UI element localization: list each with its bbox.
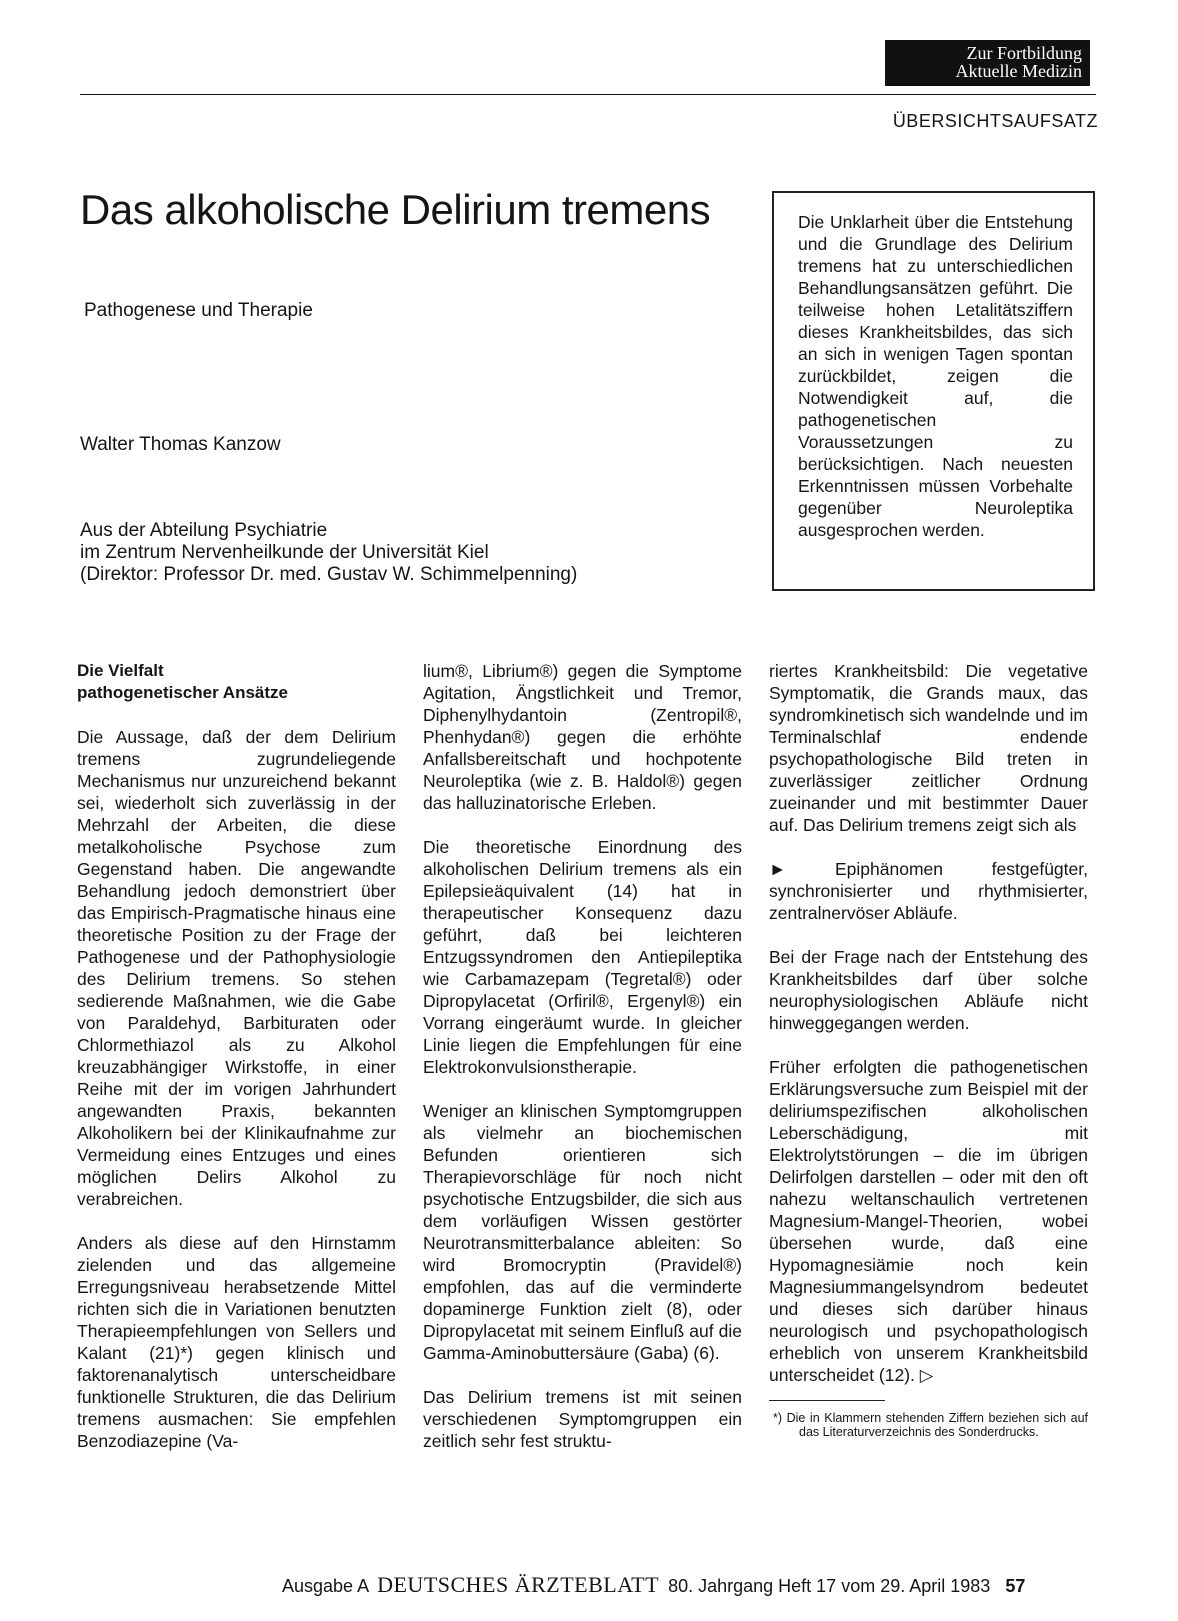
- paragraph: Bei der Frage nach der Entstehung des Krankheitsbildes darf über solche neurophysiologischen Abläufe nicht hinweggegangen werden.: [769, 947, 1088, 1033]
- footer-journal: DEUTSCHES ÄRZTEBLATT: [377, 1572, 660, 1597]
- paragraph: Das Delirium tremens ist mit seinen verschiedenen Symptomgruppen ein zeitlich sehr fest struktu-: [423, 1387, 742, 1451]
- paragraph: Die theoretische Einordnung des alkoholischen Delirium tremens als ein Epilepsieäquivalent (14) hat in therapeutischer Konsequenz dazu geführt, daß bei leichteren Entzugssyndromen den Antiepileptika wie Carbamazepam (Tegretal®) oder Dipropylacetat (Orfiril®, Ergenyl®) ein Vorrang eingeräumt wurde. In gleicher Linie liegen die Empfehlungen für eine Elektrokonvulsionstherapie.: [423, 837, 742, 1077]
- affiliation-line-1: Aus der Abteilung Psychiatrie: [80, 520, 328, 541]
- article-title: Das alkoholische Delirium tremens: [80, 186, 711, 233]
- paragraph: riertes Krankheitsbild: Die vegetative Symptomatik, die Grands maux, das syndromkinetisch sich wandelnde und im Terminalschlaf endende psychopathologische Bild treten in zuverlässiger zeitlicher Ordnung zueinander und mit bestimmter Dauer auf. Das Delirium tremens zeigt sich als: [769, 661, 1088, 835]
- paragraph: Weniger an klinischen Symptomgruppen als vielmehr an biochemischen Befunden orientieren sich Therapievorschläge für noch nicht psychotische Entzugsbilder, die sich aus dem vorläufigen Wissen gestörter Neurotransmitterbalance ableiten: So wird Bromocryptin (Pravidel®) empfohlen, das auf die verminderte dopaminerge Funktion zielt (8), oder Dipropylacetat mit seinem Einfluß auf die Gamma-Aminobuttersäure (Gaba) (6).: [423, 1101, 742, 1363]
- column-badge: [885, 40, 1090, 86]
- section-heading-line-2: pathogenetischer Ansätze: [77, 683, 288, 702]
- abstract-text: Die Unklarheit über die Entstehung und die Grundlage des Delirium tremens hat zu unterschiedlichen Behandlungsansätzen geführt. Die teilweise hohen Letalitätsziffern dieses Krankheitsbildes, das sich an sich in wenigen Tagen spontan zurückbildet, zeigen die Notwendigkeit auf, die pathogenetischen Voraussetzungen zu berücksichtigen. Nach neuesten Erkenntnissen müssen Vorbehalte gegenüber Neuroleptika ausgesprochen werden.: [798, 212, 1073, 540]
- body-column-3: [769, 660, 1088, 1461]
- abstract-box: [772, 191, 1095, 591]
- footnote-rule: [769, 1400, 885, 1401]
- article-subtitle: Pathogenese und Therapie: [84, 300, 313, 321]
- paragraph: lium®, Librium®) gegen die Symptome Agitation, Ängstlichkeit und Tremor, Diphenylhydantoin (Zentropil®, Phenhydan®) gegen die erhöhte Anfallsbereitschaft und hochpotente Neuroleptika (wie z. B. Haldol®) gegen das halluzinatorische Erleben.: [423, 661, 742, 813]
- bullet-paragraph: ► Epiphänomen festgefügter, synchronisierter und rhythmisierter, zentralnervöser Abläufe.: [769, 859, 1088, 923]
- author-name: Walter Thomas Kanzow: [80, 434, 281, 455]
- body-column-2: [423, 660, 742, 1474]
- footer-issue: 80. Jahrgang Heft 17 vom 29. April 1983: [668, 1576, 991, 1596]
- affiliation-line-2: im Zentrum Nervenheilkunde der Universität Kiel: [80, 542, 489, 563]
- body-column-1: [77, 660, 396, 1474]
- badge-line-1: Zur Fortbildung: [966, 43, 1082, 63]
- section-heading-line-1: Die Vielfalt: [77, 661, 164, 680]
- footnote: *) Die in Klammern stehenden Ziffern beziehen sich auf das Literaturverzeichnis des Sonderdrucks.: [773, 1411, 1088, 1439]
- paragraph: Anders als diese auf den Hirnstamm zielenden und das allgemeine Erregungsniveau herabsetzende Mittel richten sich die in Variationen benutzten Therapieempfehlungen von Sellers und Kalant (21)*) gegen klinisch und faktorenanalytisch unterscheidbare funktionelle Strukturen, die das Delirium tremens ausmachen: Sie empfehlen Benzodiazepine (Va-: [77, 1233, 396, 1451]
- section-heading: [77, 660, 396, 704]
- header-rule: [80, 94, 1096, 95]
- paragraph: Früher erfolgten die pathogenetischen Erklärungsversuche zum Beispiel mit der deliriumspezifischen alkoholischen Leberschädigung, mit Elektrolytstörungen – die im übrigen Delirfolgen darstellen – oder mit den oft nahezu weltanschaulich vertretenen Magnesium-Mangel-Theorien, wobei übersehen wurde, daß eine Hypomagnesiämie noch kein Magnesiummangelsyndrom bedeutet und dieses sich darüber hinaus neurologisch und psychopathologisch erheblich von unserem Krankheitsbild unterscheidet (12). ▷: [769, 1057, 1088, 1385]
- page-number: 57: [1005, 1576, 1026, 1596]
- paragraph: Die Aussage, daß der dem Delirium tremens zugrundeliegende Mechanismus nur unzureichend bekannt sei, wiederholt sich zuverlässig in der Mehrzahl der Arbeiten, die diese metalkoholische Psychose zum Gegenstand haben. Die angewandte Behandlung jedoch demonstriert über das Empirisch-Pragmatische hinaus eine theoretische Position zu der Frage der Pathogenese und der Pathophysiologie des Delirium tremens. So stehen sedierende Maßnahmen, wie die Gabe von Paraldehyd, Barbituraten oder Chlormethiazol als zu Alkohol kreuzabhängiger Wirkstoffe, in einer Reihe mit der im vorigen Jahrhundert angewandten Praxis, bekannten Alkoholikern bei der Klinikaufnahme zur Vermeidung eines Entzuges und eines möglichen Delirs Alkohol zu verabreichen.: [77, 727, 396, 1209]
- affiliation: [80, 520, 577, 586]
- footer-edition: Ausgabe A: [282, 1576, 369, 1596]
- badge-line-2: Aktuelle Medizin: [955, 61, 1082, 81]
- page-footer: [282, 1572, 1025, 1598]
- affiliation-line-3: (Direktor: Professor Dr. med. Gustav W. Schimmelpenning): [80, 564, 578, 585]
- section-label: ÜBERSICHTSAUFSATZ: [892, 111, 1098, 131]
